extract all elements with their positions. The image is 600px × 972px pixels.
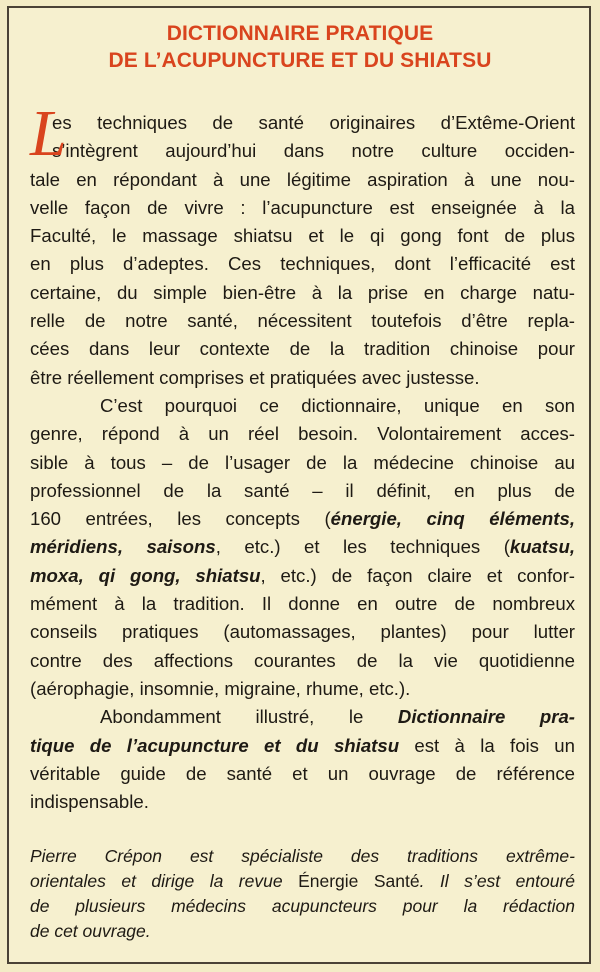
- text-line: en plus d’adeptes. Ces techniques, dont l’efficacité est: [30, 253, 575, 275]
- text-line: es techniques de santé originaires d’Extême-Orient: [52, 112, 575, 133]
- text-line: contre des affections courantes de la vie quotidienne: [30, 649, 575, 671]
- text-line: sible à tous – de l’usager de la médecine chinoise au: [30, 451, 575, 473]
- text-line: certaine, du simple bien-être à la prise en charge natu-: [30, 281, 575, 303]
- text-line: [30, 562, 575, 590]
- text-line: indispensable.: [30, 791, 149, 813]
- text-run: . Il s’est entouré: [419, 871, 575, 891]
- author-line: de plusieurs médecins acupuncteurs pour la rédaction: [30, 896, 575, 916]
- text-line: mément à la tradition. Il donne en outre de nombreux: [30, 593, 575, 615]
- author-line: [30, 869, 575, 894]
- text-line: C’est pourquoi ce dictionnaire, unique en son: [100, 394, 575, 416]
- title-line-2: DE L’ACUPUNCTURE ET DU SHIATSU: [108, 49, 492, 72]
- text-line: professionnel de la santé – il définit, en plus de: [30, 479, 575, 501]
- title-line-1: DICTIONNAIRE PRATIQUE: [166, 22, 434, 45]
- text-line: véritable guide de santé et un ouvrage de référence: [30, 762, 575, 784]
- text-run: est à la fois un: [399, 734, 575, 756]
- author-line: Pierre Crépon est spécialiste des traditions extrême-: [30, 846, 575, 866]
- emphasis-run: tique de l’acupuncture et du shiatsu: [30, 734, 400, 756]
- text-line: [30, 703, 575, 731]
- text-run: , etc.) et les techniques (: [215, 536, 510, 558]
- text-run: , etc.) de façon claire et confor-: [260, 564, 575, 586]
- text-line: relle de notre santé, nécessitent toutefois d’être repla-: [30, 310, 575, 332]
- text-line: [30, 505, 575, 533]
- text-run: Abondamment illustré, le: [100, 706, 398, 728]
- emphasis-run: moxa, qi gong, shiatsu: [30, 564, 261, 586]
- book-title: [0, 20, 600, 74]
- emphasis-run: kuatsu,: [509, 536, 575, 558]
- text-line: genre, répond à un réel besoin. Volontairement acces-: [30, 423, 575, 445]
- text-line: conseils pratiques (automassages, plantes) pour lutter: [30, 621, 575, 643]
- description-body: [30, 97, 575, 816]
- emphasis-run: énergie, cinq éléments,: [330, 508, 575, 530]
- text-line: [30, 732, 575, 760]
- author-note: [30, 844, 575, 944]
- author-line: de cet ouvrage.: [30, 921, 151, 941]
- text-line: cées dans leur contexte de la tradition chinoise pour: [30, 338, 575, 360]
- text-line: [30, 533, 575, 561]
- journal-name: Énergie Santé: [298, 871, 420, 891]
- text-run: orientales et dirige la revue: [30, 871, 299, 891]
- text-line: tale en répondant à une légitime aspiration à une nou-: [30, 168, 575, 190]
- text-line: être réellement comprises et pratiquées avec justesse.: [30, 366, 480, 388]
- text-line: velle façon de vivre : l’acupuncture est enseignée à la: [30, 196, 575, 218]
- drop-cap: L: [30, 97, 67, 170]
- text-line: s’intègrent aujourd’hui dans notre culture occiden-: [52, 140, 575, 162]
- text-run: 160 entrées, les concepts (: [30, 508, 331, 530]
- text-line: (aérophagie, insomnie, migraine, rhume, etc.).: [30, 677, 411, 699]
- text-line: Faculté, le massage shiatsu et le qi gong font de plus: [30, 225, 575, 247]
- emphasis-run: méridiens, saisons: [30, 536, 216, 558]
- emphasis-run: Dictionnaire pra-: [397, 706, 575, 728]
